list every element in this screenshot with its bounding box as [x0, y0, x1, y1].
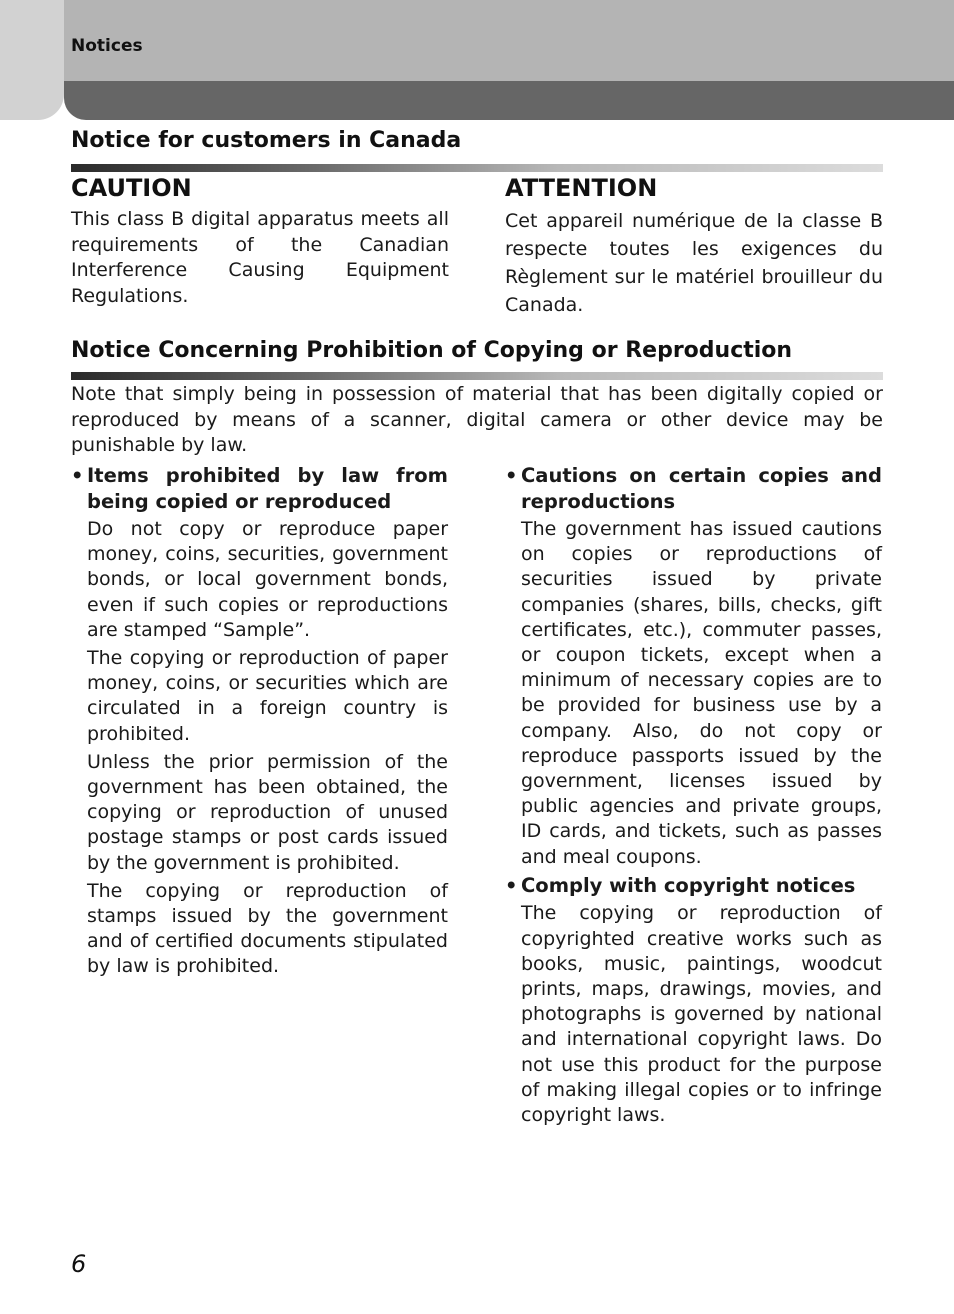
copying-intro-text: Note that simply being in possession of material that has been digitally copied or reproduced by means of a scanner, digital camera or other device may be punishable by law.	[71, 383, 883, 456]
bullet-heading-text: Comply with copyright notices	[521, 873, 856, 897]
attention-text: Cet appareil numérique de la classe B respecte toutes les exigences du Règlement sur le matériel brouilleur du Canada.	[505, 210, 883, 316]
paragraph: Unless the prior permission of the government has been obtained, the copying or reproduction of unused postage stamps or post cards issued by the government is prohibited.	[87, 750, 448, 874]
page-number: 6	[71, 1250, 87, 1278]
caution-title: CAUTION	[71, 174, 192, 202]
bullet-heading	[71, 463, 448, 514]
section-label: Notices	[71, 36, 143, 56]
bullet-heading-text: Cautions on certain copies and reproductions	[521, 464, 882, 513]
bullet-heading-text: Items prohibited by law from being copied or reproduced	[87, 464, 448, 513]
paragraph: Do not copy or reproduce paper money, coins, securities, government bonds, or local government bonds, even if such copies or reproductions are stamped “Sample”.	[87, 518, 448, 641]
copying-notice-heading: Notice Concerning Prohibition of Copying or Reproduction	[71, 338, 793, 363]
heading-rule	[71, 164, 883, 172]
bullet-icon: •	[505, 464, 518, 487]
bullet-icon: •	[505, 873, 518, 897]
header-dark-strip	[64, 81, 954, 120]
canada-notice-heading: Notice for customers in Canada	[71, 128, 462, 153]
attention-title: ATTENTION	[505, 174, 658, 202]
paragraph: The copying or reproduction of stamps issued by the government and of certified documents stipulated by law is prohibited.	[87, 879, 448, 978]
heading-rule	[71, 372, 883, 380]
paragraph: The government has issued cautions on copies or reproductions of securities issued by private companies (shares, bills, checks, gift certificates, etc.), commuter passes, or coupon tickets, except when a minimum of necessary copies are to be provided for business use by a company. Also, do not copy or reproduce passports issued by the government, licenses issued by public agencies and private groups, ID cards, and tickets, such as passes and meal coupons.	[521, 518, 882, 868]
paragraph: The copying or reproduction of paper money, coins, or securities which are circulated in a foreign country is prohibited.	[87, 647, 448, 745]
bullet-heading	[505, 873, 882, 899]
prohibited-items-column	[71, 463, 448, 983]
header-tab	[0, 0, 64, 120]
caution-column	[71, 173, 449, 309]
cautions-column	[505, 463, 882, 1131]
bullet-heading	[505, 463, 882, 514]
attention-column	[505, 173, 883, 319]
caution-text: This class B digital apparatus meets all requirements of the Canadian Interference Causing Equipment Regulations.	[71, 208, 449, 307]
bullet-icon: •	[71, 464, 84, 487]
header-band	[64, 0, 954, 81]
paragraph: The copying or reproduction of copyrighted creative works such as books, music, paintings, woodcut prints, maps, drawings, movies, and photographs is governed by national and international copyright laws. Do not use this product for the purpose of making illegal copies or to infringe copyright laws.	[521, 902, 882, 1126]
